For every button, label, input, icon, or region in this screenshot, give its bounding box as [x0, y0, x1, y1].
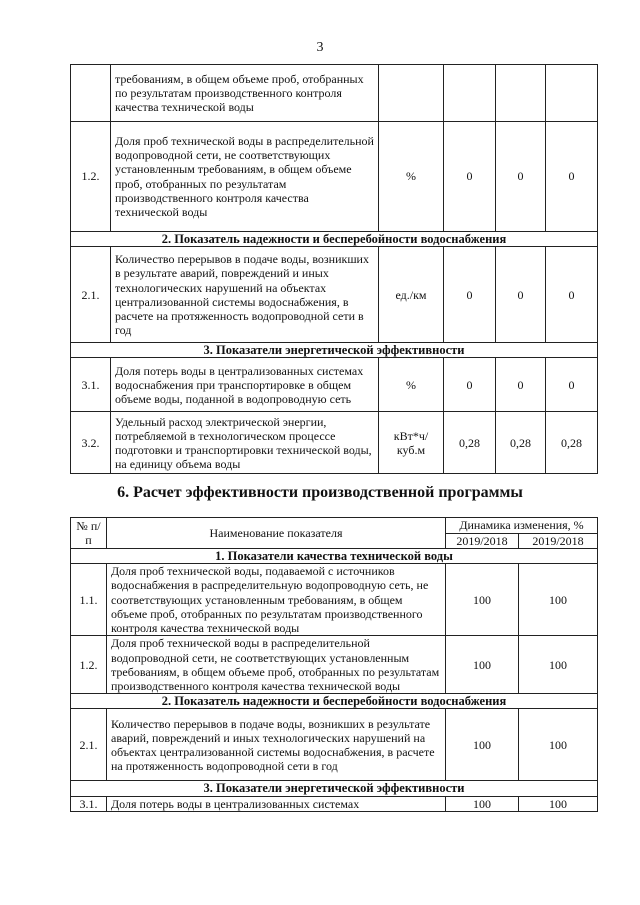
header-num: № п/п — [71, 518, 107, 549]
row-number: 1.2. — [71, 636, 107, 694]
row-unit: кВт*ч/ куб.м — [379, 412, 444, 474]
row-value-3: 0 — [546, 122, 598, 232]
row-value-2: 100 — [519, 796, 598, 811]
section-row — [71, 549, 598, 564]
row-value-3 — [546, 65, 598, 122]
row-value-3: 0 — [546, 247, 598, 343]
table-row — [71, 796, 598, 811]
row-value-1: 0 — [444, 122, 496, 232]
header-period-1: 2019/2018 — [446, 533, 519, 549]
table-row — [71, 247, 598, 343]
row-value-2 — [496, 65, 546, 122]
row-value-1: 100 — [446, 564, 519, 636]
table-row — [71, 709, 598, 781]
section-row — [71, 232, 598, 247]
page-number: 3 — [316, 40, 324, 55]
row-value-2: 0 — [496, 247, 546, 343]
row-description: Количество перерывов в подаче воды, возникших в результате аварий, повреждений и иных технологических нарушений на объектах централизованной системы водоснабжения, в расчете на протяженность водопроводной сети в год — [111, 247, 379, 343]
row-description: Количество перерывов в подаче воды, возникших в результате аварий, повреждений и иных технологических нарушений на объектах централизованной системы водоснабжения, в расчете на протяженность водопроводной сети в год — [107, 709, 446, 781]
header-row — [71, 518, 598, 534]
row-description: Доля проб технической воды в распределительной водопроводной сети, не соответствующих установленным требованиям, в общем объеме проб, отобранных по результатам производственного контроля качества технической воды — [111, 122, 379, 232]
row-value-2: 0,28 — [496, 412, 546, 474]
row-description: Доля потерь воды в централизованных системах водоснабжения при транспортировке в общем объеме воды, поданной в водопроводную сеть — [111, 358, 379, 412]
row-value-3: 0,28 — [546, 412, 598, 474]
header-dynamics: Динамика изменения, % — [446, 518, 598, 534]
section-row — [71, 781, 598, 796]
row-value-2: 0 — [496, 358, 546, 412]
row-description: Удельный расход электрической энергии, потребляемой в технологическом процессе подготовки и транспортировки технической воды, на единицу объема воды — [111, 412, 379, 474]
row-number: 3.1. — [71, 796, 107, 811]
header-name: Наименование показателя — [107, 518, 446, 549]
row-number: 3.2. — [71, 412, 111, 474]
row-number: 2.1. — [71, 247, 111, 343]
section-row — [71, 694, 598, 709]
row-number: 3.1. — [71, 358, 111, 412]
row-value-1: 100 — [446, 796, 519, 811]
row-description: Доля потерь воды в централизованных системах — [107, 796, 446, 811]
row-value-1: 0 — [444, 358, 496, 412]
row-number: 1.1. — [71, 564, 107, 636]
table-row — [71, 65, 598, 122]
table-row — [71, 358, 598, 412]
row-unit: ед./км — [379, 247, 444, 343]
row-value-1: 100 — [446, 636, 519, 694]
indicators-table-continued — [70, 64, 598, 474]
row-unit — [379, 65, 444, 122]
row-unit: % — [379, 122, 444, 232]
table-row — [71, 122, 598, 232]
row-value-2: 100 — [519, 636, 598, 694]
row-description: Доля проб технической воды в распределительной водопроводной сети, не соответствующих установленным требованиям, в общем объеме проб, отобранных по результатам производственного контроля качества технической воды — [107, 636, 446, 694]
section-heading: 6. Расчет эффективности производственной программы — [117, 484, 523, 501]
row-value-1: 0,28 — [444, 412, 496, 474]
section-title: 2. Показатель надежности и бесперебойности водоснабжения — [71, 694, 598, 709]
row-unit: % — [379, 358, 444, 412]
section-title: 1. Показатели качества технической воды — [71, 549, 598, 564]
table-row — [71, 636, 598, 694]
row-value-2: 100 — [519, 564, 598, 636]
row-number — [71, 65, 111, 122]
efficiency-table — [70, 517, 598, 812]
section-row — [71, 343, 598, 358]
row-value-1: 100 — [446, 709, 519, 781]
table-row — [71, 412, 598, 474]
section-title: 3. Показатели энергетической эффективности — [71, 343, 598, 358]
header-period-2: 2019/2018 — [519, 533, 598, 549]
row-value-1 — [444, 65, 496, 122]
row-value-2: 0 — [496, 122, 546, 232]
row-value-3: 0 — [546, 358, 598, 412]
row-description: требованиям, в общем объеме проб, отобранных по результатам производственного контроля качества технической воды — [111, 65, 379, 122]
row-number: 2.1. — [71, 709, 107, 781]
section-title: 2. Показатель надежности и бесперебойности водоснабжения — [71, 232, 598, 247]
row-description: Доля проб технической воды, подаваемой с источников водоснабжения в распределительную водопроводную сеть, не соответствующих установленным требованиям, в общем объеме проб, отобранных по результатам производственного контроля качества технической воды — [107, 564, 446, 636]
row-value-2: 100 — [519, 709, 598, 781]
row-number: 1.2. — [71, 122, 111, 232]
section-title: 3. Показатели энергетической эффективности — [71, 781, 598, 796]
row-value-1: 0 — [444, 247, 496, 343]
table-row — [71, 564, 598, 636]
